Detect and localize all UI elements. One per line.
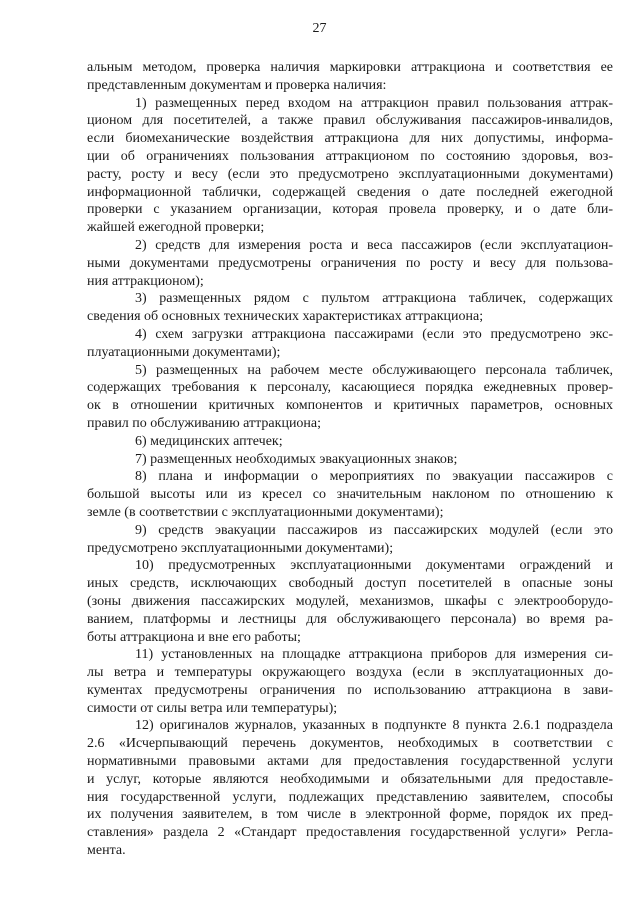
text-line: информационной таблички, содержащей сведения о дате последней ежегодной <box>87 184 613 200</box>
text-line: 5) размещенных на рабочем месте обслуживающего персонала табличек, <box>135 362 613 378</box>
text-line: жайшей ежегодной проверки; <box>87 220 265 236</box>
text-line: если биомеханические воздействия аттракциона для них допустимы, информа- <box>87 131 613 147</box>
document-body <box>87 59 613 860</box>
text-line: большой высоты или из кресел со значительным наклоном по отношению к <box>87 487 613 503</box>
text-line: плуатационными документами); <box>87 344 281 360</box>
text-line: и услуг, которые являются необходимыми и обязательными для предоставле- <box>87 771 613 787</box>
text-line: боты аттракциона и вне его работы; <box>87 629 301 645</box>
text-line: мента. <box>87 843 126 859</box>
text-line: лы ветра и температуры окружающего воздуха (если в эксплуатационных до- <box>87 665 613 681</box>
text-line: (зоны движения пассажирских модулей, механизмов, шкафы с электрооборудо- <box>87 593 613 609</box>
text-line: 4) схем загрузки аттракциона пассажирами (если это предусмотрено экс- <box>135 326 613 342</box>
text-line: сведения об основных технических характеристиках аттракциона; <box>87 309 484 325</box>
text-line: ции об ограничениях пользования аттракционом по состоянию здоровья, воз- <box>87 148 613 164</box>
text-line: ок в отношении критичных компонентов и критичных параметров, основных <box>87 398 613 414</box>
text-line: предусмотрено эксплуатационными документами); <box>87 540 394 556</box>
text-line: 10) предусмотренных эксплуатационными документами ограждений и <box>135 558 613 574</box>
text-line: кументах предусмотрены ограничения по использованию аттракциона в зави- <box>87 682 613 698</box>
text-line: ванием, платформы и лестницы для обслуживающего персонала) во время ра- <box>87 611 613 627</box>
text-line: 2) средств для измерения роста и веса пассажиров (если эксплуатацион- <box>135 237 613 253</box>
text-line: симости от силы ветра или температуры); <box>87 700 338 716</box>
text-line: содержащих требования к персоналу, касающиеся порядка ежедневных провер- <box>87 380 613 396</box>
text-line: проверки с указанием организации, которая провела проверку, и о дате бли- <box>87 202 613 218</box>
page-number: 27 <box>312 21 327 36</box>
text-line: ными документами предусмотрены ограничения по росту и весу для пользова- <box>87 255 613 271</box>
text-line: их получения заявителем, в том числе в электронной форме, порядок их пред- <box>87 807 613 823</box>
text-line: расту, росту и весу (если это предусмотрено эксплуатационными документами) <box>87 166 613 182</box>
text-line: ставления» раздела 2 «Стандарт предоставления государственной услуги» Регла- <box>87 825 613 841</box>
text-line: правил по обслуживанию аттракциона; <box>87 415 322 431</box>
text-line: 3) размещенных рядом с пультом аттракциона табличек, содержащих <box>135 291 613 307</box>
text-line: земле (в соответствии с эксплуатационными документами); <box>87 504 444 520</box>
text-line: 6) медицинских аптечек; <box>135 433 283 449</box>
text-line: ния аттракционом); <box>87 273 204 289</box>
text-line: ционом для посетителей, а также правил обслуживания пассажиров-инвалидов, <box>87 113 613 129</box>
text-line: 1) размещенных перед входом на аттракцион правил пользования аттрак- <box>135 95 613 111</box>
text-line: нормативными правовыми актами для предоставления государственной услуги <box>87 754 613 770</box>
text-line: 8) плана и информации о мероприятиях по эвакуации пассажиров с <box>135 469 613 485</box>
text-line: представленным документам и проверка наличия: <box>87 77 387 93</box>
text-line: альным методом, проверка наличия маркировки аттракциона и соответствия ее <box>87 60 613 75</box>
text-line: иных средств, исключающих свободный доступ посетителей в опасные зоны <box>87 576 613 592</box>
text-line: 2.6 «Исчерпывающий перечень документов, необходимых в соответствии с <box>87 736 613 752</box>
text-line: 12) оригиналов журналов, указанных в подпункте 8 пункта 2.6.1 подраздела <box>135 718 613 734</box>
text-line: 9) средств эвакуации пассажиров из пассажирских модулей (если это <box>135 522 613 538</box>
text-line: ния государственной услуги, подлежащих представлению заявителем, способы <box>87 789 613 805</box>
text-line: 11) установленных на площадке аттракциона приборов для измерения си- <box>135 647 613 663</box>
text-line: 7) размещенных необходимых эвакуационных знаков; <box>135 451 458 467</box>
